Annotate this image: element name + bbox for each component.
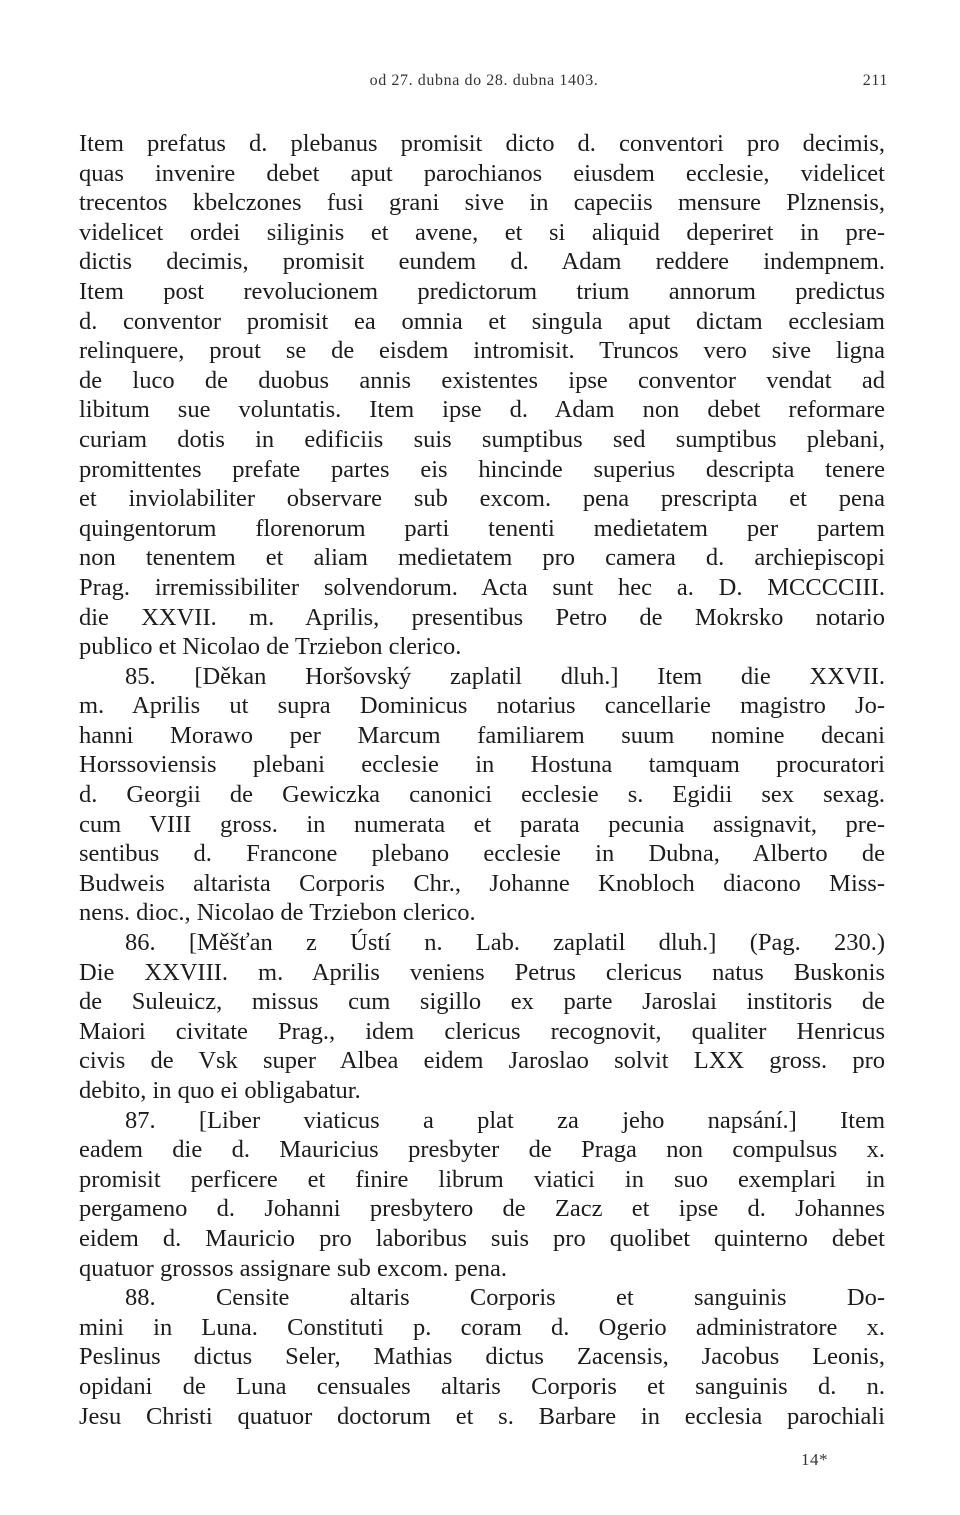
entry-87-heading: 87. [Liber viaticus a plat za jeho napsání.] Item (125, 1106, 885, 1134)
text-line: civis de Vsk super Albea eidem Jaroslao solvit LXX gross. pro (79, 1047, 885, 1075)
text-line: pergameno d. Johanni presbytero de Zacz et ipse d. Johannes (79, 1195, 885, 1223)
text-line: publico et Nicolao de Trziebon clerico. (79, 633, 462, 661)
entry-86-heading: 86. [Měšťan z Ústí n. Lab. zaplatil dluh.] (Pag. 230.) (125, 929, 885, 957)
text-line: et inviolabiliter observare sub excom. pena prescripta et pena (79, 485, 885, 513)
text-line: Item prefatus d. plebanus promisit dicto d. conventori pro decimis, (79, 130, 885, 157)
text-line: promisit perficere et finire librum viatici in suo exemplari in (79, 1165, 885, 1193)
text-line: m. Aprilis ut supra Dominicus notarius cancellarie magistro Jo- (79, 692, 885, 720)
text-line: Jesu Christi quatuor doctorum et s. Barbare in ecclesia parochiali (79, 1402, 885, 1430)
text-line: Prag. irremissibiliter solvendorum. Acta sunt hec a. D. MCCCCIII. (79, 573, 885, 601)
text-line: eadem die d. Mauricius presbyter de Praga non compulsus x. (79, 1136, 885, 1164)
text-line: d. conventor promisit ea omnia et singula aput dictam ecclesiam (79, 307, 885, 335)
text-line: dictis decimis, promisit eundem d. Adam reddere indempnem. (79, 248, 885, 276)
running-head (80, 72, 888, 100)
text-line: hanni Morawo per Marcum familiarem suum nomine decani (79, 721, 885, 749)
text-line: eidem d. Mauricio pro laboribus suis pro quolibet quinterno debet (79, 1224, 885, 1252)
text-line: quatuor grossos assignare sub excom. pena. (79, 1254, 507, 1282)
text-line: non tenentem et aliam medietatem pro camera d. archiepiscopi (79, 544, 885, 572)
text-line: sentibus d. Francone plebano ecclesie in Dubna, Alberto de (79, 840, 885, 868)
text-line: de luco de duobus annis existentes ipse conventor vendat ad (79, 366, 885, 394)
text-line: d. Georgii de Gewiczka canonici ecclesie s. Egidii sex sexag. (79, 781, 885, 809)
text-line: promittentes prefate partes eis hincinde superius descripta tenere (79, 455, 885, 483)
text-line: de Suleuicz, missus cum sigillo ex parte Jaroslai institoris de (79, 988, 885, 1016)
signature-mark: 14* (801, 1450, 828, 1469)
text-line: Die XXVIII. m. Aprilis veniens Petrus clericus natus Buskonis (79, 958, 885, 986)
page-number: 211 (862, 72, 888, 89)
text-line: Horssoviensis plebani ecclesie in Hostuna tamquam procuratori (79, 751, 885, 779)
text-line: libitum sue voluntatis. Item ipse d. Adam non debet reformare (79, 396, 885, 424)
body-text (79, 129, 885, 1431)
text-line: die XXVII. m. Aprilis, presentibus Petro de Mokrsko notario (79, 603, 885, 631)
text-line: opidani de Luna censuales altaris Corporis et sanguinis d. n. (79, 1372, 885, 1400)
text-line: quingentorum florenorum parti tenenti medietatem per partem (79, 514, 885, 542)
text-line: cum VIII gross. in numerata et parata pecunia assignavit, pre- (79, 810, 885, 838)
entry-88-heading: 88. Censite altaris Corporis et sanguinis Do- (125, 1284, 885, 1312)
entry-85-heading: 85. [Děkan Horšovský zaplatil dluh.] Item die XXVII. (125, 662, 885, 690)
text-line: Item post revolucionem predictorum trium annorum predictus (79, 277, 885, 305)
text-line: Maiori civitate Prag., idem clericus recognovit, qualiter Henricus (79, 1017, 885, 1045)
text-line: quas invenire debet aput parochianos eiusdem ecclesie, videlicet (79, 159, 885, 187)
text-line: nens. dioc., Nicolao de Trziebon clerico. (79, 899, 476, 927)
text-line: relinquere, prout se de eisdem intromisit. Truncos vero sive ligna (79, 337, 885, 365)
text-line: debito, in quo ei obligabatur. (79, 1077, 361, 1104)
text-line: trecentos kbelczones fusi grani sive in capeciis mensure Plznensis, (79, 189, 885, 217)
text-line: Budweis altarista Corporis Chr., Johanne Knobloch diacono Miss- (79, 869, 885, 897)
running-title: od 27. dubna do 28. dubna 1403. (369, 72, 599, 89)
text-line: Peslinus dictus Seler, Mathias dictus Zacensis, Jacobus Leonis, (79, 1343, 885, 1371)
text-line: curiam dotis in edificiis suis sumptibus sed sumptibus plebani, (79, 425, 885, 453)
text-line: videlicet ordei siliginis et avene, et si aliquid deperiret in pre- (79, 218, 885, 246)
text-line: mini in Luna. Constituti p. coram d. Ogerio administratore x. (79, 1313, 885, 1341)
